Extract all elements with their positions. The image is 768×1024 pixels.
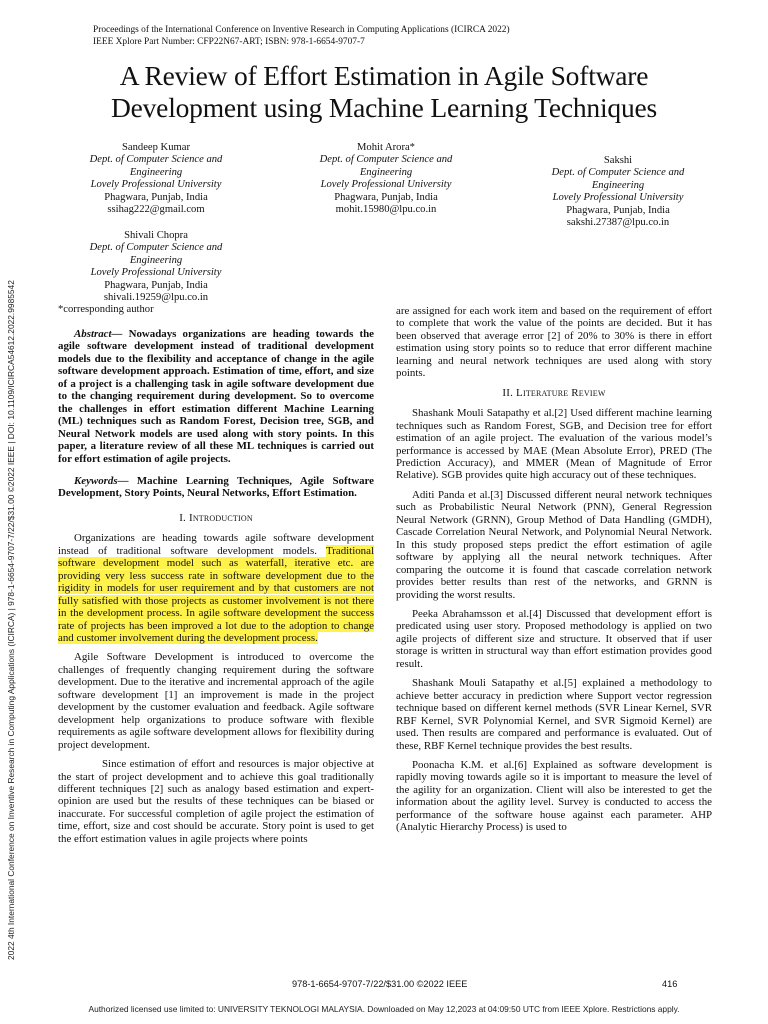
author-name: Sandeep Kumar (122, 142, 190, 153)
section-heading-literature-review: II. Literature Review (502, 386, 606, 399)
author-name: Shivali Chopra (124, 230, 188, 241)
page-number: 416 (662, 979, 678, 989)
running-header (93, 24, 510, 48)
author-block-4: Shivali Chopra Dept. of Computer Science and Engineering Lovely Professional University Phagwara, Punjab, India shivali.19259@lpu.co.in (70, 230, 242, 304)
author-block-3: Sakshi Dept. of Computer Science and Engineering Lovely Professional University Phagwara, Punjab, India sakshi.27387@lpu.co.in (532, 155, 704, 229)
author-name: Sakshi (603, 155, 633, 166)
intro-paragraph-2: Agile Software Development is introduced to overcome the challenges of frequently changing requirement during the software development. Due to the iterative and incremental approach of the agile software development [1] an improvement is made in the project development by the customer evaluation and feedback. Agile software development help organizations to produce software with flexible requirements as agile software development allows for flexibility during project development. (58, 651, 374, 751)
author-email[interactable]: mohit.15980@lpu.co.in (335, 204, 437, 216)
left-column (58, 328, 374, 852)
lit-paragraph-4: Shashank Mouli Satapathy et al.[5] explained a methodology to achieve better accuracy in prediction where Support vector regression technique based on different kernel methods (SVR Linear Kernel, SVR RBF Kernel, SVR Polynomial Kernel, and SVR Sigmoid Kernel) are used. Then results are compared and performance is evaluated. Out of these, RBF Kernel technique provides the best results. (396, 677, 712, 752)
author-block-1: Sandeep Kumar Dept. of Computer Science and Engineering Lovely Professional University Phagwara, Punjab, India ssihag222@gmail.com (70, 142, 242, 216)
doi-sidebar: 2022 4th International Conference on Inventive Research in Computing Applications (ICIRCA) | 978-1-6654-9707-7/22/$31.00 ©2022 IEEE | DOI: 10.1109/ICIRCA54612.2022.9985542 (6, 280, 16, 960)
right-column (396, 305, 712, 841)
author-email[interactable]: shivali.19259@lpu.co.in (103, 292, 209, 304)
paper-title: A Review of Effort Estimation in Agile Software Development using Machine Learning Techniques (110, 60, 658, 123)
section-heading-introduction: I. Introduction (179, 511, 253, 524)
corresponding-author-note: *corresponding author (58, 304, 154, 315)
author-email[interactable]: ssihag222@gmail.com (107, 204, 205, 216)
abstract: Abstract— Nowadays organizations are heading towards the agile software development instead of traditional development models due to the flexibility and acceptance of change in the agile software development approach. Estimation of time, effort, and size of a project is a challenging task in agile software development due to the changing requirement during development. So to overcome the challenges in effort estimation different Machine Learning (ML) techniques such as Random Forest, Decision tree, SGB, and Neural Network models are used along with story points. In this paper, a literature review of all these ML techniques is carried out for effort estimation of agile projects. (58, 328, 374, 465)
highlighted-text: Traditional software development model such as waterfall, iterative etc. are providing very less success rate in software development due to the rigidity in models for user requirement and by that customers are not fully satisfied with those projects as customer involvement is not there in the development process. In agile software development the success rate of projects has been improved a lot due to the adoption to change and customer involvement during the development process. (58, 544, 374, 644)
lit-paragraph-5: Poonacha K.M. et al.[6] Explained as software development is rapidly moving towards agile so it is important to measure the level of the agility for an organization. Client will also be interested to get the information about the agility level. Survey is conducted to access the performance of the software house against each parameter. AHP (Analytic Hierarchy Process) is used to (396, 758, 712, 834)
lit-paragraph-2: Aditi Panda et al.[3] Discussed different neural network techniques such as Probabilistic Neural Network (PNN), General Regression Neural Network (GRNN), Group Method of Data Handling (GMDH), Cascade Correlation Neural Network, and Polynomial Neural Network. In this study proposed steps predict the effort estimation of agile software by applying all the neural network techniques. After comparing the outcome it is found that cascade correlation network provides better results than rest of the networks, and GRNN is providing the worst results. (396, 488, 712, 601)
keywords: Keywords— Machine Learning Techniques, Agile Software Development, Story Points, Neural Networks, Effort Estimation. (58, 474, 374, 500)
continued-paragraph: are assigned for each work item and based on the requirement of effort to complete that work the value of the points are decided. But it has been observed that average error [2] of 20% to 30% is there in effort estimation using story points so to reduce that error different machine learning and neural network techniques are used along with story points. (396, 305, 712, 380)
header-line-1: Proceedings of the International Conference on Inventive Research in Computing Applications (ICIRCA 2022) (93, 25, 510, 35)
author-name: Mohit Arora* (357, 142, 415, 153)
author-block-2: Mohit Arora* Dept. of Computer Science and Engineering Lovely Professional University Phagwara, Punjab, India mohit.15980@lpu.co.in (300, 142, 472, 216)
license-notice: Authorized licensed use limited to: UNIVERSITY TEKNOLOGI MALAYSIA. Downloaded on May 12,2023 at 04:09:50 UTC from IEEE Xplore. Restrictions apply. (88, 1004, 680, 1014)
author-email[interactable]: sakshi.27387@lpu.co.in (566, 217, 670, 229)
lit-paragraph-1: Shashank Mouli Satapathy et al.[2] Used different machine learning techniques such as Random Forest, SGB, and Decision tree for effort estimation of an agile project. The evaluation of the various model’s performance is accessed by MAE (Mean Absolute Error), PRED (The Prediction Accuracy), and MMER (Mean of Magnitude of Error Relative). SGB provides quite high accuracy out of these techniques. (396, 407, 712, 482)
footer-copyright: 978-1-6654-9707-7/22/$31.00 ©2022 IEEE (292, 979, 468, 989)
intro-paragraph-1: Organizations are heading towards agile software development instead of traditional software development models. Traditional software development model such as waterfall, iterative etc. are providing very less success rate in software development due to the rigidity in models for user requirement and by that customers are not fully satisfied with those projects as customer involvement is not there in the development process. In agile software development the success rate of projects has been improved a lot due to the adoption to change and customer involvement during the development process. (58, 532, 374, 644)
intro-paragraph-3: Since estimation of effort and resources is major objective at the start of project development and to achieve this goal traditionally different techniques [2] such as analogy based estimation and expert-opinion are used but the results of these techniques can be biased or inaccurate. For successful completion of agile project the estimation of time, effort, size and cost should be accurate. Story point is used to get the effort estimation values in agile projects where points (58, 758, 374, 845)
lit-paragraph-3: Peeka Abrahamsson et al.[4] Discussed that development effort is predicated using user story. Proposed methodology is applied on two agile projects of different size and structure. It observed that if user storage is written in structural way than effort estimation provides good result. (396, 607, 712, 670)
header-line-2: IEEE Xplore Part Number: CFP22N67-ART; ISBN: 978-1-6654-9707-7 (93, 37, 365, 47)
